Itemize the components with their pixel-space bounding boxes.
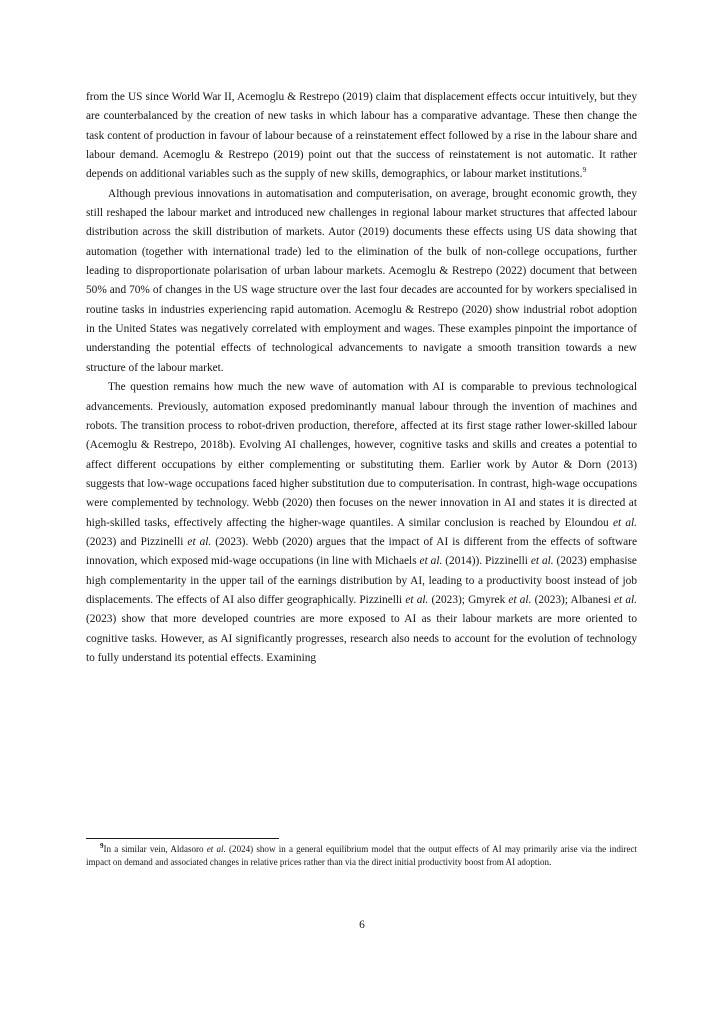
footnote-rich-text [86, 844, 637, 867]
text-run: (2023) emphasise high complementarity in the upper tail of the earnings distribution by AI, leading to a productivity boost instead of job displacements. The effects of AI also differ geographically. Pizzinelli [86, 555, 637, 606]
paragraph-3-rich-text [86, 381, 637, 664]
citation-et-al: et al. [508, 593, 532, 606]
citation-et-al: et al. [530, 555, 554, 568]
citation-et-al: et al. [405, 593, 429, 606]
footnote-reference-marker[interactable]: 9 [582, 165, 587, 175]
text-run: (2023) show that more developed countries are more exposed to AI as their labour markets are more oriented to cognitive tasks. However, as AI significantly progresses, research also needs to account for the evolution of technology to fully understand its potential effects. Examining [86, 613, 637, 664]
text-run: (2023); Gmyrek [428, 593, 509, 606]
text-run: (2023); Albanesi [531, 593, 614, 606]
footnote-9 [86, 843, 637, 870]
page-text-block [86, 88, 637, 668]
body-paragraph-1 [86, 88, 637, 185]
text-run: (2023) and Pizzinelli [86, 535, 188, 548]
footnote-number: 9 [100, 841, 104, 850]
paragraph-1-text: from the US since World War II, Acemoglu & Restrepo (2019) claim that displacement effects occur intuitively, but they are counterbalanced by the creation of new tasks in which labour has a comparative advantage. These then change the task content of production in favour of labour because of a reinstatement effect followed by a rise in the labour share and labour demand. Acemoglu & Restrepo (2019) point out that the success of reinstatement is not automatic. It rather depends on additional variables such as the supply of new skills, demographics, or labour market institutions. [86, 91, 637, 181]
body-paragraph-3 [86, 378, 637, 668]
text-run: In a similar vein, Aldasoro [103, 843, 207, 854]
citation-et-al: et al. [187, 535, 212, 548]
citation-et-al: et al. [614, 593, 638, 606]
text-run: (2024) show in a general equilibrium model that the output effects of AI may primarily arise via the indirect impact on demand and associated changes in relative prices rather than via the direct initial productivity boost from AI adoption. [86, 843, 637, 867]
text-run: (2014)). Pizzinelli [442, 555, 531, 568]
citation-et-al: et al. [419, 555, 443, 568]
text-run: (2023). Webb (2020) argues that the impact of AI is different from the effects of software innovation, which exposed mid-wage occupations (in line with Michaels [86, 535, 637, 568]
citation-et-al: et al. [206, 843, 226, 854]
footnote-separator-rule [86, 838, 279, 839]
page-number: 6 [359, 919, 365, 931]
body-paragraph-2: Although previous innovations in automatisation and computerisation, on average, brought economic growth, they still reshaped the labour market and introduced new challenges in regional labour market structures that affected labour distribution across the skill distribution of markets. Autor (2019) documents these effects using US data showing that automation (together with international trade) led to the elimination of the bulk of non-college occupations, further leading to disproportionate polarisation of urban labour markets. Acemoglu & Restrepo (2022) document that between 50% and 70% of changes in the US wage structure over the last four decades are accounted for by workers specialised in routine tasks in industries experiencing rapid automation. Acemoglu & Restrepo (2020) show industrial robot adoption in the United States was negatively correlated with employment and wages. These examples pinpoint the importance of understanding the potential effects of technological advancements to navigate a smooth transition towards a new structure of the labour market. [86, 187, 637, 374]
citation-et-al: et al. [612, 516, 637, 529]
text-run: The question remains how much the new wave of automation with AI is comparable to previous technological advancements. Previously, automation exposed predominantly manual labour through the invention of machines and robots. The transition process to robot-driven production, therefore, affected at its first stage rather lower-skilled labour (Acemoglu & Restrepo, 2018b). Evolving AI challenges, however, cognitive tasks and skills and creates a potential to affect different occupations by either complementing or substituting them. Earlier work by Autor & Dorn (2013) suggests that low-wage occupations faced higher substitution due to computerisation. In contrast, high-wage occupations were complemented by technology. Webb (2020) then focuses on the newer innovation in AI and states it is directed at high-skilled tasks, effectively affecting the higher-wage quantiles. A similar conclusion is reached by Eloundou [86, 381, 637, 529]
footnote-area [86, 838, 637, 869]
